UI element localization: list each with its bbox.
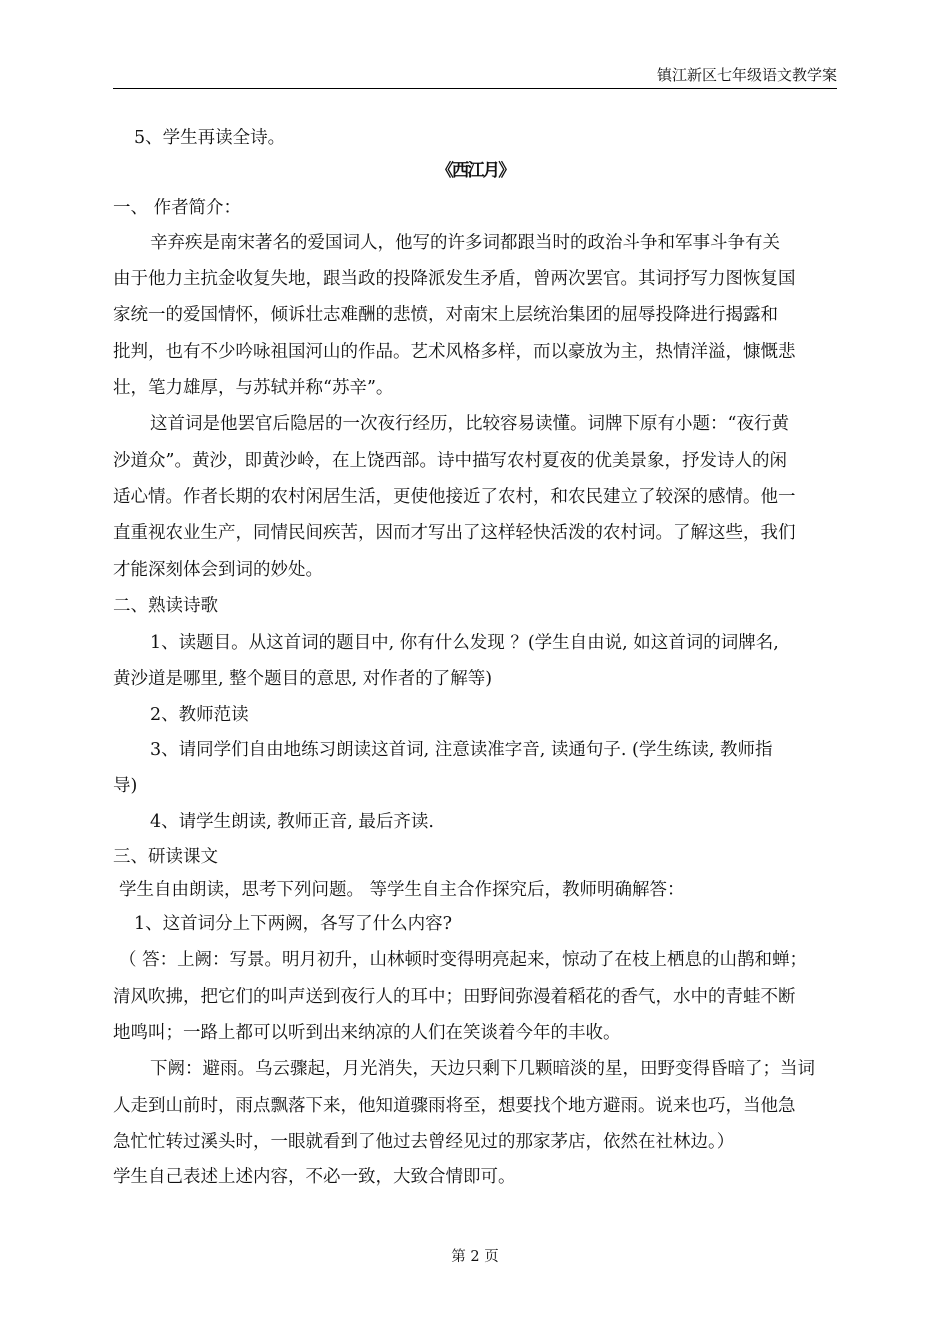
section-reading-heading: 二、熟读诗歌 (113, 596, 218, 616)
author-intro-line: 由于他力主抗金收复失地，跟当政的投降派发生矛盾，曾两次罢官。其词抒写力图恢复国 (113, 269, 796, 289)
section-author-intro-heading: 一、 作者简介： (113, 198, 242, 218)
page-number: 第 2 页 (451, 1249, 499, 1265)
answer-upper-line: 清风吹拂，把它们的叫声送到夜行人的耳中；田野间弥漫着稻花的香气，水中的青蛙不断 (113, 987, 796, 1007)
answer-upper-line: 地鸣叫；一路上都可以听到出来纳凉的人们在笑谈着今年的丰收。 (113, 1023, 621, 1043)
author-intro-line: 壮，笔力雄厚，与苏轼并称“苏辛”。 (113, 378, 394, 398)
poem-background-line: 沙道众”。黄沙，即黄沙岭，在上饶西部。诗中描写农村夏夜的优美景象，抒发诗人的闲 (113, 451, 787, 471)
section-study-heading: 三、研读课文 (113, 847, 218, 867)
answer-lower-line: 人走到山前时，雨点飘落下来，他知道骤雨将至，想要找个地方避雨。说来也巧，当他急 (113, 1096, 796, 1116)
poem-background-line: 才能深刻体会到词的妙处。 (113, 560, 323, 580)
answer-lower-line: 下阙：避雨。乌云骤起，月光消失，天边只剩下几颗暗淡的星，田野变得昏暗了；当词 (150, 1059, 815, 1079)
answer-upper-line: （ 答：上阙：写景。明月初升，山林顿时变得明亮起来，惊动了在枝上栖息的山鹊和蝉； (119, 950, 808, 970)
poem-background-line: 适心情。作者长期的农村闲居生活，更使他接近了农村，和农民建立了较深的感情。他一 (113, 487, 796, 507)
step-5-reread: 5、学生再读全诗。 (134, 128, 286, 148)
author-intro-line: 家统一的爱国情怀，倾诉壮志难酬的悲愤，对南宋上层统治集团的屈辱投降进行揭露和 (113, 305, 778, 325)
answer-note: 学生自己表述上述内容，不必一致，大致合情即可。 (113, 1167, 516, 1187)
author-intro-line: 批判，也有不少吟咏祖国河山的作品。艺术风格多样，而以豪放为主，热情洋溢，慷慨悲 (113, 342, 796, 362)
reading-step-1-cont: 黄沙道是哪里, 整个题目的意思, 对作者的了解等) (113, 669, 493, 689)
poem-title: 《西江月》 (436, 161, 514, 181)
reading-step-3: 3、请同学们自由地练习朗读这首词, 注意读准字音, 读通句子. (学生练读, 教师指 (150, 740, 773, 760)
poem-background-line: 这首词是他罢官后隐居的一次夜行经历，比较容易读懂。词牌下原有小题：“夜行黄 (150, 414, 789, 434)
reading-step-3-cont: 导) (113, 776, 138, 796)
question-1: 1、这首词分上下两阙，各写了什么内容? (134, 914, 453, 934)
reading-step-4: 4、请学生朗读, 教师正音, 最后齐读. (150, 812, 434, 832)
page-header: 镇江新区七年级语文教学案 (113, 64, 837, 89)
answer-lower-line: 急忙忙转过溪头时，一眼就看到了他过去曾经见过的那家茅店，依然在社林边。） (113, 1132, 735, 1152)
reading-step-1: 1、读题目。从这首词的题目中, 你有什么发现 ？(学生自由说, 如这首词的词牌名, (150, 633, 779, 653)
poem-background-line: 直重视农业生产，同情民间疾苦，因而才写出了这样轻快活泼的农村词。了解这些，我们 (113, 523, 796, 543)
study-instruction: 学生自由朗读，思考下列问题。 等学生自主合作探究后，教师明确解答： (119, 880, 685, 900)
author-intro-line: 辛弃疾是南宋著名的爱国词人，他写的许多词都跟当时的政治斗争和军事斗争有关 (150, 233, 780, 253)
reading-step-2: 2、教师范读 (150, 705, 249, 725)
